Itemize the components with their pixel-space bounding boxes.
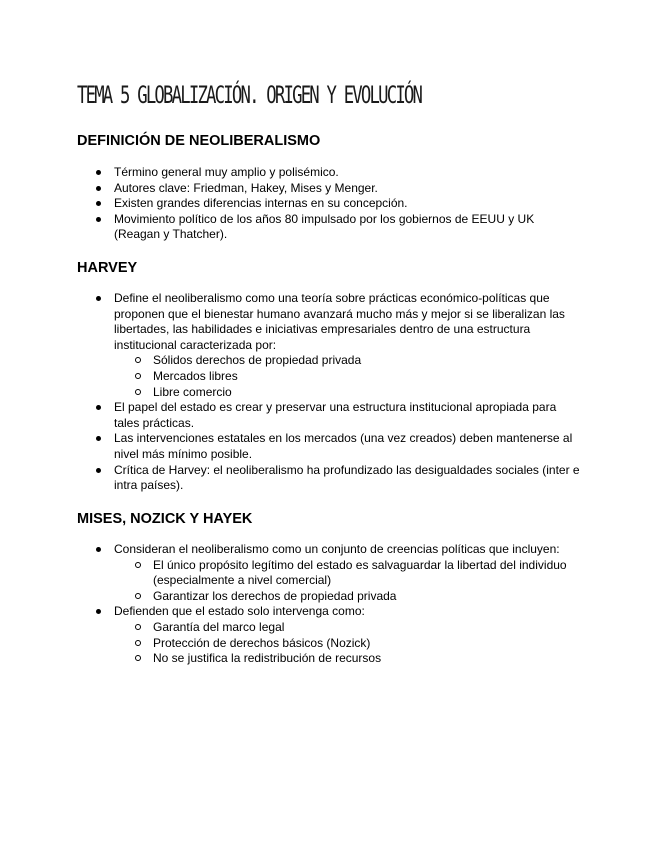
circle-bullet-icon bbox=[135, 562, 141, 568]
sub-list-item: Sólidos derechos de propiedad privada bbox=[0, 353, 580, 369]
circle-bullet-icon bbox=[135, 373, 141, 379]
bullet-icon bbox=[96, 609, 101, 614]
circle-bullet-icon bbox=[135, 640, 141, 646]
bullet-icon bbox=[96, 436, 101, 441]
circle-bullet-icon bbox=[135, 624, 141, 630]
sub-list-item: Libre comercio bbox=[0, 385, 580, 401]
list-item: Defienden que el estado solo intervenga como: bbox=[0, 604, 580, 620]
list-item: Movimiento político de los años 80 impulsado por los gobiernos de EEUU y UK (Reagan y Thatcher). bbox=[0, 212, 580, 243]
page-title: TEMA 5 GLOBALIZACIÓN. ORIGEN Y EVOLUCIÓN bbox=[77, 81, 422, 109]
sub-list-item: Garantizar los derechos de propiedad privada bbox=[0, 589, 580, 605]
bullet-icon bbox=[96, 296, 101, 301]
list-item: Autores clave: Friedman, Hakey, Mises y Menger. bbox=[0, 181, 580, 197]
list-item: Crítica de Harvey: el neoliberalismo ha profundizado las desigualdades sociales (inter e intra países). bbox=[0, 463, 580, 494]
bullet-list-harvey bbox=[0, 291, 580, 494]
list-item: Consideran el neoliberalismo como un conjunto de creencias políticas que incluyen: bbox=[0, 542, 580, 558]
section-heading-harvey: HARVEY bbox=[77, 260, 138, 276]
sub-list-item: Garantía del marco legal bbox=[0, 620, 580, 636]
list-item: Existen grandes diferencias internas en su concepción. bbox=[0, 196, 580, 212]
sub-list-item: No se justifica la redistribución de recursos bbox=[0, 651, 580, 667]
bullet-icon bbox=[96, 217, 101, 222]
section-heading-mises: MISES, NOZICK Y HAYEK bbox=[77, 511, 253, 527]
bullet-list-mises bbox=[0, 542, 580, 667]
bullet-icon bbox=[96, 468, 101, 473]
circle-bullet-icon bbox=[135, 357, 141, 363]
list-item: Término general muy amplio y polisémico. bbox=[0, 165, 580, 181]
bullet-icon bbox=[96, 405, 101, 410]
list-item: Las intervenciones estatales en los mercados (una vez creados) deben mantenerse al nivel más mínimo posible. bbox=[0, 431, 580, 462]
section-heading-definicion: DEFINICIÓN DE NEOLIBERALISMO bbox=[77, 133, 321, 149]
circle-bullet-icon bbox=[135, 593, 141, 599]
bullet-icon bbox=[96, 186, 101, 191]
circle-bullet-icon bbox=[135, 655, 141, 661]
circle-bullet-icon bbox=[135, 389, 141, 395]
bullet-list-definicion bbox=[0, 165, 580, 243]
sub-list-item: El único propósito legítimo del estado es salvaguardar la libertad del individuo (especialmente a nivel comercial) bbox=[0, 558, 580, 589]
sub-list-item: Mercados libres bbox=[0, 369, 580, 385]
list-item: Define el neoliberalismo como una teoría sobre prácticas económico-políticas que proponen que el bienestar humano avanzará mucho más y mejor si se liberalizan las libertades, las habilidades e iniciativas empresariales dentro de una estructura institucional caracterizada por: bbox=[0, 291, 580, 353]
bullet-icon bbox=[96, 170, 101, 175]
bullet-icon bbox=[96, 201, 101, 206]
list-item: El papel del estado es crear y preservar una estructura institucional apropiada para tales prácticas. bbox=[0, 400, 580, 431]
bullet-icon bbox=[96, 547, 101, 552]
sub-list-item: Protección de derechos básicos (Nozick) bbox=[0, 636, 580, 652]
